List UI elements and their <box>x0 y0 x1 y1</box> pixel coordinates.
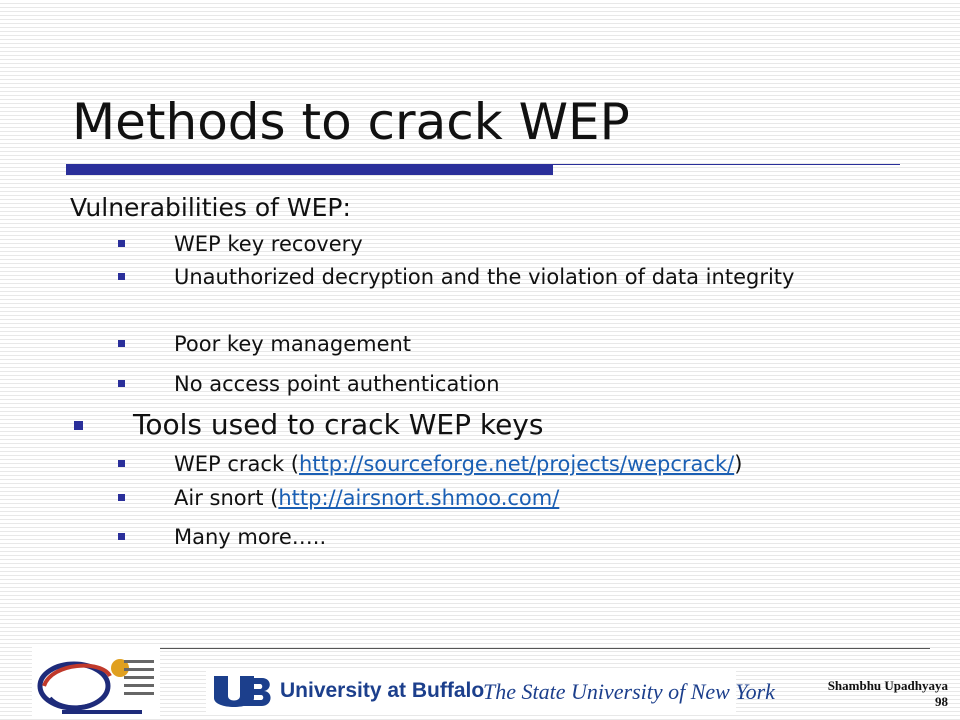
list-item <box>174 485 914 511</box>
title-underline-thick <box>66 164 553 175</box>
bullet-square-icon <box>118 460 125 467</box>
bullet-square-icon <box>118 273 125 280</box>
tool-name: Air snort ( <box>174 486 279 510</box>
list-item: Many more….. <box>174 525 327 549</box>
bullet-square-icon <box>118 494 125 501</box>
cesa-logo-icon <box>32 646 160 718</box>
university-tagline: The State University of New York <box>483 679 775 704</box>
tools-heading: Tools used to crack WEP keys <box>133 408 544 441</box>
author-block <box>828 678 948 710</box>
page-number: 98 <box>935 694 948 709</box>
university-name: University at Buffalo <box>280 679 485 702</box>
title-underline-thin <box>553 164 900 165</box>
tool-name: WEP crack ( <box>174 452 299 476</box>
list-item: Poor key management <box>174 332 412 356</box>
list-item: No access point authentication <box>174 372 500 396</box>
airsnort-link[interactable]: http://airsnort.shmoo.com/ <box>278 486 560 510</box>
bullet-square-icon <box>118 340 125 347</box>
bullet-square-icon <box>118 533 125 540</box>
vulnerabilities-heading: Vulnerabilities of WEP: <box>70 193 351 222</box>
ub-logo-icon <box>210 672 274 710</box>
list-item: Unauthorized decryption and the violation of data integrity <box>174 265 795 289</box>
author-name: Shambhu Upadhyaya <box>827 678 948 693</box>
ub-banner <box>206 670 775 712</box>
list-item <box>174 451 914 477</box>
bullet-square-icon <box>118 380 125 387</box>
slide-title: Methods to crack WEP <box>72 93 630 151</box>
list-item: WEP key recovery <box>174 232 363 256</box>
footer-divider <box>150 648 930 649</box>
wepcrack-link[interactable]: http://sourceforge.net/projects/wepcrack/ <box>299 452 735 476</box>
bullet-square-icon <box>74 421 83 430</box>
tool-suffix: ) <box>734 452 743 476</box>
bullet-square-icon <box>118 240 125 247</box>
